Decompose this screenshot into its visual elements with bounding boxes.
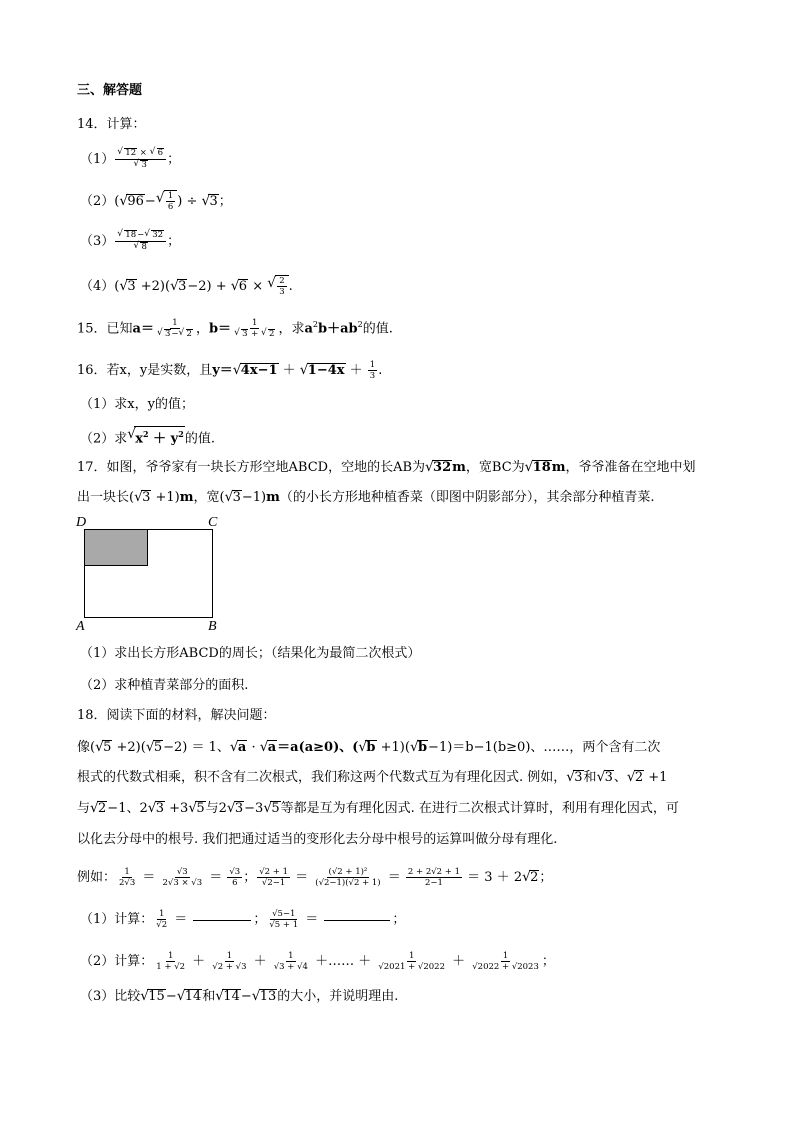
q15-label: 15．已知 <box>77 321 133 337</box>
q14-part3-radicand-18: 18 <box>125 230 137 240</box>
q14-part3-radicand-8: 8 <box>141 241 147 252</box>
q16-sub2-sup1: 2 <box>143 429 149 439</box>
vertex-c-label: C <box>208 515 218 530</box>
q18-ex1-den: 2√3 <box>119 878 136 888</box>
q18-l1-r2: 5 <box>153 740 163 755</box>
q18-ex4-num: √2 + 1 <box>259 867 288 877</box>
q15-comma: ， <box>195 321 209 337</box>
q14-part4-radicand-6: 6 <box>238 279 248 294</box>
q17-l1-unit2: m <box>551 460 566 475</box>
q18-l2-b: 、 <box>613 770 627 785</box>
q16-plus: ＋ <box>278 363 300 378</box>
q15-a: a＝ <box>132 321 154 337</box>
q18-ex-frac4 <box>257 867 290 888</box>
q18-s2-t4-num: 1 <box>408 951 415 961</box>
q14-part4 <box>80 275 293 297</box>
q14-part3-radicand-32: 32 <box>152 230 164 240</box>
q17-l1-mid: ，宽BC为 <box>465 460 525 475</box>
q14-part3 <box>80 230 180 253</box>
q17-l2-radicand-3b: 3 <box>232 490 241 505</box>
q18-l2-r1: 3 <box>574 770 583 785</box>
q18-ex1-num: 1 <box>124 867 130 877</box>
q18-l1-r1: 5 <box>103 740 112 755</box>
q16-plus2: ＋ <box>345 363 367 378</box>
q18-l3-c: 与2 <box>205 801 227 816</box>
q16-end: . <box>378 363 383 378</box>
q18-l2-c: +1 <box>644 770 668 785</box>
q17-l1-unit1: m <box>452 460 466 475</box>
q18-s3-end: 的大小，并说明理由. <box>277 989 399 1004</box>
q17-l2-radicand-3a: 3 <box>142 490 151 505</box>
q18-l3-r2: 3 <box>155 801 165 816</box>
q18-s1-pre: （1）计算： <box>80 912 154 927</box>
q18-s1-f1-den: √2 <box>156 920 168 930</box>
q18-s1-frac1 <box>154 909 169 930</box>
q18-ex5-den: (√2−1)(√2 + 1) <box>315 878 381 888</box>
q18-l1-d: ＝a(a≥0)、( <box>277 740 359 755</box>
q18-s2-t4-den: √2021 + √2022 <box>378 962 445 972</box>
q18-ex-frac3 <box>227 867 242 888</box>
q17-sub1: （1）求出长方形ABCD的周长；（结果化为最简二次根式） <box>80 646 421 661</box>
q18-ex3-num: √3 <box>229 867 241 877</box>
q14-part4-end: . <box>288 279 293 294</box>
q18-s2-term5 <box>470 951 541 972</box>
q14-part2-close: ) ÷ <box>177 194 202 209</box>
q15-expr-sup1: 2 <box>312 320 318 329</box>
q18-s3-pre: （3）比较 <box>80 989 141 1004</box>
q14-part2-end: ； <box>218 194 232 209</box>
q18-l2-r2: 3 <box>604 770 613 785</box>
q18-l2-pre: 根式的代数式相乘，积不含有二次根式，我们称这两个代数式互为有理化因式. 例如， <box>77 770 567 785</box>
answer-blank-1[interactable] <box>193 919 251 921</box>
q14-part1 <box>80 148 180 171</box>
q18-s2-term4 <box>376 951 447 972</box>
q15-b-frac <box>232 318 277 340</box>
q17-line1 <box>77 459 696 477</box>
q18-l3-r1: 2 <box>98 801 107 816</box>
q18-l1-f: −1)＝b−1(b≥0)、……，两个含有二次 <box>428 740 661 755</box>
q16-frac-num: 1 <box>369 360 376 370</box>
q18-s2-term2 <box>210 951 248 972</box>
q15-b-den-r2: 2 <box>269 328 275 339</box>
q16-sub2-pre: （2）求 <box>80 431 128 447</box>
q16-radicand-1: 4x−1 <box>240 363 278 378</box>
q18-s2-term1 <box>154 951 187 972</box>
q17-l2-end: （的小长方形地种植香菜（即图中阴影部分），其余部分种植青菜. <box>279 490 655 505</box>
q18-line3 <box>77 800 679 818</box>
q16-frac <box>368 360 377 381</box>
q18-s1-frac2 <box>267 909 300 930</box>
q18-ex-frac6 <box>406 867 462 888</box>
q18-s1-semi1: ； <box>253 912 267 927</box>
q18-ex6-den: 2−1 <box>424 878 443 888</box>
q16-radicand-2: 1−4x <box>307 363 345 378</box>
q18-ex3-den: 6 <box>232 878 238 888</box>
q18-s2-plus1: ＋ <box>188 954 210 969</box>
q18-l2-a: 和 <box>583 770 597 785</box>
q18-s2-plus3: ＋ <box>447 954 470 969</box>
q18-ex-eq4: ＝ <box>383 870 405 885</box>
q14-part1-index: （1） <box>80 151 115 167</box>
q18-l3-d: −3 <box>244 801 264 816</box>
q16-label: 16．若x，y是实数，且 <box>77 363 213 378</box>
q18-l1-r3: a <box>237 740 247 755</box>
q18-l2-r3: 2 <box>634 770 644 785</box>
q18-s2-t3-den: √3 + √4 <box>273 962 308 972</box>
q15-ask: ，求 <box>278 321 305 337</box>
q18-s2-t1-num: 1 <box>167 951 174 961</box>
q18-s1-semi2: ； <box>392 912 406 927</box>
q16-sub2-end: 的值. <box>184 431 215 447</box>
q18-s1-eq2: ＝ <box>301 912 323 927</box>
vertex-a-label: A <box>76 619 85 634</box>
q18-ex5-num: (√2 + 1)² <box>328 867 368 877</box>
q18-ex-frac2 <box>161 867 205 888</box>
q17-l2-b: ，宽( <box>193 490 225 505</box>
q14-part4-seg4: × <box>248 279 268 294</box>
q18-l1-c: · <box>247 740 260 755</box>
q18-l3-r5: 5 <box>271 801 280 816</box>
q18-s2-t5-num: 1 <box>502 951 509 961</box>
q16-sub2 <box>80 426 215 448</box>
q17-l1-radicand-18: 18 <box>532 460 551 475</box>
q16-frac-den: 3 <box>369 371 376 381</box>
q15-expr-b: b＋ab <box>317 321 358 337</box>
q15-a-den-r2: 2 <box>186 328 192 339</box>
q18-s2-semi: ； <box>541 954 555 969</box>
q14-part2-frac <box>166 191 175 212</box>
q18-ex2-den: 2√3 × √3 <box>162 878 203 888</box>
q17-l1-pre: 17．如图，爷爷家有一块长方形空地ABCD，空地的长AB为 <box>77 460 426 475</box>
q17-l2-unit2: m <box>266 490 280 505</box>
q18-l1-pre: 像( <box>77 740 96 755</box>
q18-ex-semi1: ； <box>243 870 257 885</box>
q18-s3-r3: 14 <box>223 989 240 1004</box>
q17-figure <box>76 515 236 637</box>
q18-s2-term3 <box>272 951 310 972</box>
q14-part4-seg1: ( <box>114 279 120 294</box>
q16 <box>77 360 382 381</box>
q18-l1-a: +2)( <box>112 740 146 755</box>
q14-part2-open: ( <box>114 194 120 209</box>
q16-sub2-x: x <box>135 431 144 447</box>
q17-l2-pre: 出一块长( <box>77 490 135 505</box>
q18-s3-m2: − <box>240 989 252 1004</box>
q14-part3-fraction <box>115 230 166 253</box>
q18-l3-end: 等都是互为有理化因式. 在进行二次根式计算时，利用有理化因式，可 <box>280 801 679 816</box>
q18-ex4-den: √2−1 <box>261 878 286 888</box>
q18-s1-f2-num: √5−1 <box>272 909 296 919</box>
section-title: 三、解答题 <box>77 83 143 98</box>
q18-ex-eq1: ＝ <box>138 870 160 885</box>
q14-part4-radicand-3b: 3 <box>178 279 187 294</box>
q14-part2-frac-num: √ 1 <box>167 191 174 201</box>
q18-ex2-num: √3 <box>176 867 188 877</box>
q18-sub3 <box>80 988 398 1006</box>
q15-b: b＝ <box>208 321 232 337</box>
q17-l2-a: +1) <box>151 490 180 505</box>
q14-part4-radicand-3a: 3 <box>127 279 136 294</box>
q18-l1-b: −2) ＝ 1、 <box>163 740 230 755</box>
q14-part3-index: （3） <box>80 233 115 249</box>
q14-part2-radicand-96: 96 <box>127 194 144 209</box>
q15 <box>77 316 393 340</box>
q18-s3-r1: 15 <box>148 989 165 1004</box>
q18-s2-t2-num: 1 <box>226 951 233 961</box>
q18-s2-t5-den: √2022 + √2023 <box>472 962 539 972</box>
q18-l3-r3: 5 <box>196 801 205 816</box>
q15-b-den-op: + <box>248 328 262 339</box>
q14-part1-fraction <box>115 148 166 171</box>
q16-y: y＝ <box>212 363 233 378</box>
q14-label: 14．计算： <box>77 117 146 132</box>
q18-ex-eq2: ＝ <box>205 870 227 885</box>
q18-ex-semi2: ； <box>539 870 553 885</box>
q14-part2-index: （2） <box>80 194 115 209</box>
q16-sub2-mid: ＋ y <box>148 431 179 447</box>
q18-s2-t3-num: 1 <box>288 951 294 961</box>
q14-part1-radicand-6: 6 <box>157 148 164 158</box>
q14-part1-radicand-12: 12 <box>125 148 137 158</box>
q14-part4-frac-den: 3 <box>279 287 285 297</box>
q18-s3-r4: 13 <box>259 989 277 1004</box>
q18-label: 18．阅读下面的材料，解决问题： <box>77 708 276 723</box>
q18-s1-eq1: ＝ <box>170 912 192 927</box>
q14-part1-times: × <box>137 148 150 158</box>
q14-part4-seg3: −2) + <box>187 279 231 294</box>
q18-l1-r4: a <box>267 740 277 755</box>
q17-l1-radicand-32: 32 <box>433 460 452 475</box>
q18-s2-dots: ＋…… ＋ <box>310 954 376 969</box>
q14-part2-minus: − <box>144 194 156 209</box>
q15-expr-sup2: 2 <box>357 320 363 329</box>
vertex-b-label: B <box>208 619 217 634</box>
q17-l2-c: −1) <box>241 490 267 505</box>
q18-l1-r6: b <box>417 740 428 755</box>
q14-part2-frac-den: 6 <box>167 202 174 212</box>
q14-part1-radicand-3: 3 <box>141 159 147 170</box>
q18-s3-r2: 14 <box>184 989 202 1004</box>
q15-expr-a: a <box>304 321 313 337</box>
q18-ex-frac5 <box>313 867 382 888</box>
shaded-coriander-plot <box>84 529 148 566</box>
q15-a-den-r1: 3 <box>164 328 171 339</box>
q18-s3-m1: − <box>165 989 177 1004</box>
q18-s1-f1-num: 1 <box>158 909 165 919</box>
q17-l1-end: ，爷爷准备在空地中划 <box>565 460 696 475</box>
q18-example <box>77 867 552 888</box>
q14-part3-end: ； <box>167 233 181 249</box>
q17-sub2: （2）求种植青菜部分的面积. <box>80 678 249 693</box>
q14-part1-end: ； <box>167 151 181 167</box>
q16-sub1: （1）求x，y的值； <box>80 397 194 412</box>
q15-b-den-r1: 3 <box>242 328 248 339</box>
q15-a-den-op: − <box>171 328 179 339</box>
q18-line1 <box>77 739 660 757</box>
q15-b-num: 1 <box>252 317 258 328</box>
q18-l3-b: +3 <box>165 801 189 816</box>
q18-ex6-num: 2 + 2√2 + 1 <box>407 867 461 877</box>
q14-part4-index: （4） <box>80 279 115 294</box>
q18-sub1 <box>80 909 405 930</box>
q14-part2 <box>80 190 232 212</box>
q18-l3-r4: 3 <box>234 801 244 816</box>
q18-s3-and: 和 <box>202 989 216 1004</box>
q15-end: 的值. <box>362 321 393 337</box>
q18-line4: 以化去分母中的根号. 我们把通过适当的变形化去分母中根号的运算叫做分母有理化. <box>77 832 558 847</box>
q18-example-pre: 例如： <box>77 870 117 885</box>
q14-part2-radicand-3: 3 <box>209 194 218 209</box>
q18-l3-a: −1、2 <box>107 801 148 816</box>
q15-a-frac <box>155 318 195 340</box>
q18-s1-f2-den: √5 + 1 <box>269 920 299 930</box>
q17-line2 <box>77 489 655 507</box>
q18-s2-pre: （2）计算： <box>80 954 154 969</box>
answer-blank-2[interactable] <box>324 919 390 921</box>
q18-sub2 <box>80 951 555 972</box>
q14-part4-frac <box>277 276 286 297</box>
q18-l1-r5: b <box>366 740 376 755</box>
vertex-d-label: D <box>76 515 87 530</box>
q18-line2 <box>77 769 667 787</box>
q18-l3-pre: 与 <box>77 801 91 816</box>
q16-sub2-sup2: 2 <box>178 429 184 439</box>
q18-s2-t2-den: √2 + √3 <box>212 962 247 972</box>
q18-ex-frac1 <box>117 867 137 888</box>
q14-part3-minus: − <box>137 230 145 240</box>
q18-ex-eq3: ＝ <box>290 870 313 885</box>
q18-s2-plus2: ＋ <box>249 954 271 969</box>
q14-part4-frac-num: √ 2 <box>279 276 285 286</box>
q18-ex-result-radicand: 2 <box>530 870 539 885</box>
q17-l2-unit1: m <box>179 490 194 505</box>
q18-ex-result: ＝ 3 ＋ 2 <box>463 870 523 885</box>
q18-l1-e: +1)( <box>376 740 410 755</box>
q18-s2-t1-den: 1 + √2 <box>156 962 186 972</box>
q15-a-num: 1 <box>172 317 178 328</box>
q14-part4-seg2: +2)( <box>136 279 171 294</box>
